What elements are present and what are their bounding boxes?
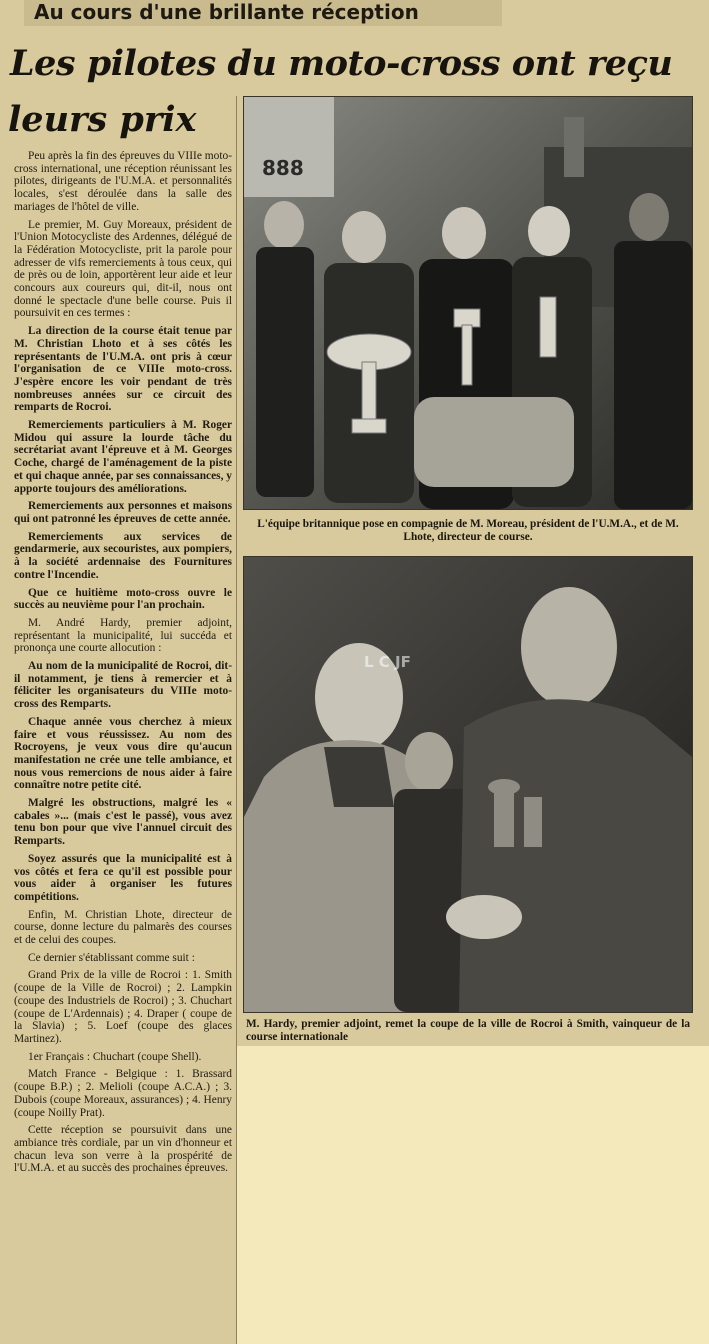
photo-2-caption: M. Hardy, premier adjoint, remet la coupe de la ville de Rocroi à Smith, vainqueur de la course internationale [246,1018,690,1043]
article-paragraph: Remerciements aux personnes et maisons qui ont patronné les épreuves de cette année. [14,500,232,525]
photo-cup-handover-image [244,557,692,1012]
article-paragraph: Match France - Belgique : 1. Brassard (coupe B.P.) ; 2. Melioli (coupe A.C.A.) ; 3. Dubois (coupe Moreaux, assurances) ; 4. Henry (coupe Noilly Prat). [14,1068,232,1119]
article-paragraph: Cette réception se poursuivit dans une ambiance très cordiale, par un vin d'honneur et chacun leva son verre à la prospérité de l'U.M.A. et au succès des prochaines épreuves. [14,1124,232,1175]
article-paragraph: Chaque année vous cherchez à mieux faire et vous réussissez. Au nom des Rocroyens, je veux vous dire qu'aucun manifestation ne crée une telle ambiance, et nous vous remercions de nous aider à faire connaître notre petite cité. [14,715,232,792]
article-paragraph: La direction de la course était tenue par M. Christian Lhoto et à ses côtés les représentants de l'U.M.A. ont pris à cœur l'organisation de ce VIIIe moto-cross. J'espère encore les voir pendant de très nombreuses années sur ce circuit des remparts de Rocroi. [14,325,232,414]
photo-british-team-image [244,97,692,509]
article-paragraph: Peu après la fin des épreuves du VIIIe moto-cross international, une réception réunissant les pilotes, dirigeants de l'U.M.A. et personnalités locales, s'est déroulée dans la salle des mariages de l'hôtel de ville. [14,150,232,213]
photo-cup-handover [243,556,693,1013]
background-area [236,1046,709,1344]
scoreboard-text: 888 [262,156,304,180]
photo-watermark: L C JF [364,653,411,671]
headline-line-1: Les pilotes du moto-cross ont reçu [10,43,673,84]
article-body [14,150,232,1340]
article-paragraph: Enfin, M. Christian Lhote, directeur de course, donne lecture du palmarès des courses et de celui des coupes. [14,908,232,947]
article-paragraph: M. André Hardy, premier adjoint, représentant la municipalité, lui succéda et prononça une courte allocution : [14,616,232,655]
article-paragraph: Remerciements aux services de gendarmerie, aux secouristes, aux pompiers, à la société ardennaise des Fournitures contre l'Incendie. [14,530,232,581]
article-paragraph: Ce dernier s'établissant comme suit : [28,951,195,964]
column-divider [236,96,237,1344]
kicker-title: Au cours d'une brillante réception [24,0,502,26]
article-paragraph: Remerciements particuliers à M. Roger Midou qui assure la lourde tâche du secrétariat avant l'épreuve et à M. Georges Coche, chargé de l'aménagement de la piste et qui chaque année, par ses connaissances, y apporte toujours des améliorations. [14,419,232,495]
article-paragraph: Malgré les obstructions, malgré les « cabales »... (mais c'est le passé), vous avez tenu bon pour que vive l'annuel circuit des Remparts. [14,797,232,848]
article-paragraph: Soyez assurés que la municipalité est à vos côtés et fera ce qu'il est possible pour vous aider à organiser les futures compétitions. [14,852,232,903]
photo-1-caption: L'équipe britannique pose en compagnie de M. Moreau, président de l'U.M.A., et de M. Lhote, directeur de course. [257,518,679,543]
article-paragraph: Au nom de la municipalité de Rocroi, dit-il notamment, je tiens à remercier et à féliciter les organisateurs du VIIIe moto-cross des Remparts. [14,660,232,711]
photo-british-team [243,96,693,510]
article-paragraph: Que ce huitième moto-cross ouvre le succès au neuvième pour l'an prochain. [14,586,232,612]
article-paragraph: Le premier, M. Guy Moreaux, président de l'Union Motocycliste des Ardennes, délégué de la Fédération Motocycliste, prit la parole pour adresser de vifs remerciements à tous ceux, qui de près ou de loin, apportèrent leur aide et leur concours aux coureurs qui, dit-il, nous ont donné le spectacle d'une belle course. Puis il poursuivit en ces termes : [14,218,232,320]
article-paragraph: 1er Français : Chuchart (coupe Shell). [28,1050,202,1063]
headline-line-2: leurs prix [8,99,197,140]
article-paragraph: Grand Prix de la ville de Rocroi : 1. Smith (coupe de la Ville de Rocroi) ; 2. Lampkin (coupe des Industriels de Rocroi) ; 3. Chuchart (coupe de L'Ardennais) ; 4. Draper ( coupe de la Slavia) ; 5. Loef (coupe des glaces Martinez). [14,969,232,1045]
